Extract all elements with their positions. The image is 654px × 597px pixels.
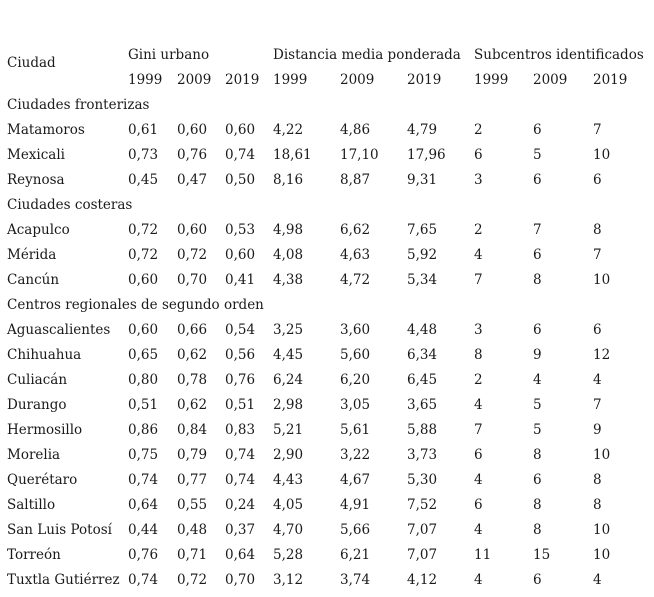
table-body bbox=[0, 93, 654, 593]
table-row bbox=[0, 518, 654, 543]
subcenters-2019: 10 bbox=[593, 447, 611, 463]
gini-2019: 0,24 bbox=[225, 497, 256, 513]
distance-2019: 5,92 bbox=[407, 247, 438, 263]
distance-2019: 7,65 bbox=[407, 222, 438, 238]
subcenters-2009: 6 bbox=[533, 322, 542, 338]
distance-2019: 5,34 bbox=[407, 272, 438, 288]
subcenters-2019: 10 bbox=[593, 522, 611, 538]
table-row bbox=[0, 143, 654, 168]
distance-2009: 5,60 bbox=[340, 347, 371, 363]
gini-1999: 0,75 bbox=[128, 447, 159, 463]
gini-2019: 0,51 bbox=[225, 397, 256, 413]
city-column-header: Ciudad bbox=[7, 55, 56, 71]
distance-2019: 7,07 bbox=[407, 547, 438, 563]
subcenters-1999: 7 bbox=[474, 422, 483, 438]
group-row bbox=[0, 293, 654, 318]
gini-header: Gini urbano bbox=[128, 47, 210, 63]
year-header: 1999 bbox=[474, 72, 509, 88]
subcenters-2019: 7 bbox=[593, 247, 602, 263]
gini-2009: 0,47 bbox=[177, 172, 208, 188]
gini-2019: 0,70 bbox=[225, 572, 256, 588]
year-header: 2009 bbox=[533, 72, 568, 88]
gini-2009: 0,71 bbox=[177, 547, 208, 563]
distance-2009: 6,20 bbox=[340, 372, 371, 388]
distance-2009: 8,87 bbox=[340, 172, 371, 188]
distance-2019: 17,96 bbox=[407, 147, 446, 163]
gini-2019: 0,74 bbox=[225, 147, 256, 163]
city-name: Durango bbox=[7, 397, 67, 413]
subcenters-2009: 7 bbox=[533, 222, 542, 238]
gini-2009: 0,66 bbox=[177, 322, 208, 338]
distance-1999: 18,61 bbox=[273, 147, 312, 163]
subcenters-2009: 6 bbox=[533, 122, 542, 138]
subcenters-2009: 8 bbox=[533, 522, 542, 538]
gini-2009: 0,62 bbox=[177, 347, 208, 363]
table-row bbox=[0, 393, 654, 418]
subcenters-1999: 4 bbox=[474, 522, 483, 538]
distance-2019: 9,31 bbox=[407, 172, 438, 188]
gini-2009: 0,48 bbox=[177, 522, 208, 538]
city-name: Querétaro bbox=[7, 472, 78, 488]
subcenters-2019: 8 bbox=[593, 222, 602, 238]
year-header: 2019 bbox=[593, 72, 628, 88]
gini-2009: 0,60 bbox=[177, 222, 208, 238]
distance-2009: 4,63 bbox=[340, 247, 371, 263]
table-row bbox=[0, 468, 654, 493]
subcenters-2019: 7 bbox=[593, 397, 602, 413]
distance-2009: 6,62 bbox=[340, 222, 371, 238]
gini-2019: 0,50 bbox=[225, 172, 256, 188]
subcenters-1999: 6 bbox=[474, 147, 483, 163]
gini-2009: 0,76 bbox=[177, 147, 208, 163]
distance-1999: 4,70 bbox=[273, 522, 304, 538]
subcenters-2009: 6 bbox=[533, 247, 542, 263]
city-name: Saltillo bbox=[7, 497, 56, 513]
subcenters-2019: 7 bbox=[593, 122, 602, 138]
subcenters-1999: 2 bbox=[474, 372, 483, 388]
subcenters-2019: 4 bbox=[593, 572, 602, 588]
gini-2019: 0,74 bbox=[225, 447, 256, 463]
gini-1999: 0,60 bbox=[128, 272, 159, 288]
table-row bbox=[0, 493, 654, 518]
subcenters-2009: 5 bbox=[533, 397, 542, 413]
gini-2019: 0,41 bbox=[225, 272, 256, 288]
gini-1999: 0,74 bbox=[128, 472, 159, 488]
gini-2009: 0,72 bbox=[177, 572, 208, 588]
distance-1999: 2,98 bbox=[273, 397, 304, 413]
gini-2019: 0,74 bbox=[225, 472, 256, 488]
gini-2009: 0,62 bbox=[177, 397, 208, 413]
subcenters-1999: 4 bbox=[474, 397, 483, 413]
gini-1999: 0,76 bbox=[128, 547, 159, 563]
subcenters-2009: 15 bbox=[533, 547, 551, 563]
group-label: Centros regionales de segundo orden bbox=[7, 297, 264, 313]
city-name: Matamoros bbox=[7, 122, 85, 138]
gini-1999: 0,72 bbox=[128, 222, 159, 238]
distance-2009: 3,05 bbox=[340, 397, 371, 413]
subcenters-2009: 9 bbox=[533, 347, 542, 363]
distance-1999: 3,25 bbox=[273, 322, 304, 338]
distance-2009: 5,61 bbox=[340, 422, 371, 438]
gini-1999: 0,73 bbox=[128, 147, 159, 163]
gini-2009: 0,79 bbox=[177, 447, 208, 463]
city-name: San Luis Potosí bbox=[7, 522, 112, 538]
gini-1999: 0,64 bbox=[128, 497, 159, 513]
gini-2019: 0,64 bbox=[225, 547, 256, 563]
subcenters-2009: 4 bbox=[533, 372, 542, 388]
distance-1999: 4,43 bbox=[273, 472, 304, 488]
city-name: Acapulco bbox=[7, 222, 70, 238]
gini-2009: 0,78 bbox=[177, 372, 208, 388]
distance-2009: 3,60 bbox=[340, 322, 371, 338]
city-name: Hermosillo bbox=[7, 422, 83, 438]
gini-2019: 0,83 bbox=[225, 422, 256, 438]
distance-1999: 5,28 bbox=[273, 547, 304, 563]
distance-2019: 4,12 bbox=[407, 572, 438, 588]
gini-2019: 0,53 bbox=[225, 222, 256, 238]
distance-1999: 5,21 bbox=[273, 422, 304, 438]
table-row bbox=[0, 443, 654, 468]
distance-1999: 3,12 bbox=[273, 572, 304, 588]
subcenters-2019: 10 bbox=[593, 272, 611, 288]
distance-2019: 3,65 bbox=[407, 397, 438, 413]
header-group-row bbox=[0, 42, 654, 68]
subcenters-1999: 4 bbox=[474, 472, 483, 488]
gini-2019: 0,56 bbox=[225, 347, 256, 363]
subcenters-2019: 4 bbox=[593, 372, 602, 388]
subcenters-1999: 2 bbox=[474, 122, 483, 138]
distance-header: Distancia media ponderada bbox=[273, 47, 461, 63]
subcenters-2009: 6 bbox=[533, 472, 542, 488]
city-name: Torreón bbox=[7, 547, 61, 563]
distance-1999: 4,05 bbox=[273, 497, 304, 513]
distance-2009: 6,21 bbox=[340, 547, 371, 563]
distance-2019: 6,45 bbox=[407, 372, 438, 388]
distance-1999: 6,24 bbox=[273, 372, 304, 388]
subcenters-1999: 6 bbox=[474, 497, 483, 513]
subcenters-2019: 12 bbox=[593, 347, 611, 363]
gini-2009: 0,84 bbox=[177, 422, 208, 438]
distance-1999: 8,16 bbox=[273, 172, 304, 188]
subcenters-1999: 4 bbox=[474, 572, 483, 588]
city-name: Morelia bbox=[7, 447, 61, 463]
distance-2019: 7,07 bbox=[407, 522, 438, 538]
year-header: 2009 bbox=[177, 72, 212, 88]
distance-2009: 3,22 bbox=[340, 447, 371, 463]
distance-2019: 3,73 bbox=[407, 447, 438, 463]
table-row bbox=[0, 268, 654, 293]
table-row bbox=[0, 418, 654, 443]
gini-2009: 0,60 bbox=[177, 122, 208, 138]
gini-2019: 0,37 bbox=[225, 522, 256, 538]
distance-1999: 4,38 bbox=[273, 272, 304, 288]
city-name: Chihuahua bbox=[7, 347, 82, 363]
subcenters-2009: 6 bbox=[533, 572, 542, 588]
data-table bbox=[0, 42, 654, 593]
distance-2019: 4,79 bbox=[407, 122, 438, 138]
distance-2009: 17,10 bbox=[340, 147, 379, 163]
group-row bbox=[0, 193, 654, 218]
subcenters-2009: 6 bbox=[533, 172, 542, 188]
subcenters-1999: 8 bbox=[474, 347, 483, 363]
distance-2019: 4,48 bbox=[407, 322, 438, 338]
subcenters-1999: 3 bbox=[474, 172, 483, 188]
city-name: Tuxtla Gutiérrez bbox=[7, 572, 120, 588]
distance-1999: 2,90 bbox=[273, 447, 304, 463]
gini-2019: 0,60 bbox=[225, 247, 256, 263]
distance-2019: 6,34 bbox=[407, 347, 438, 363]
group-label: Ciudades costeras bbox=[7, 197, 133, 213]
subcenters-1999: 2 bbox=[474, 222, 483, 238]
distance-2009: 3,74 bbox=[340, 572, 371, 588]
subcenters-1999: 6 bbox=[474, 447, 483, 463]
table-row bbox=[0, 218, 654, 243]
subcenters-2019: 8 bbox=[593, 497, 602, 513]
distance-1999: 4,45 bbox=[273, 347, 304, 363]
gini-2009: 0,77 bbox=[177, 472, 208, 488]
subcenters-2019: 10 bbox=[593, 147, 611, 163]
distance-2009: 5,66 bbox=[340, 522, 371, 538]
year-header: 2009 bbox=[340, 72, 375, 88]
subcenters-2009: 8 bbox=[533, 497, 542, 513]
city-name: Mérida bbox=[7, 247, 57, 263]
subcenters-1999: 7 bbox=[474, 272, 483, 288]
subcenters-2009: 8 bbox=[533, 447, 542, 463]
table-row bbox=[0, 343, 654, 368]
table-row bbox=[0, 543, 654, 568]
subcenters-2019: 10 bbox=[593, 547, 611, 563]
distance-2009: 4,72 bbox=[340, 272, 371, 288]
table-row bbox=[0, 118, 654, 143]
header-years-row bbox=[0, 68, 654, 93]
subcenters-1999: 11 bbox=[474, 547, 492, 563]
subcenters-2019: 8 bbox=[593, 472, 602, 488]
gini-1999: 0,60 bbox=[128, 322, 159, 338]
gini-2009: 0,55 bbox=[177, 497, 208, 513]
gini-1999: 0,74 bbox=[128, 572, 159, 588]
city-name: Culiacán bbox=[7, 372, 68, 388]
table-row bbox=[0, 568, 654, 593]
gini-2009: 0,72 bbox=[177, 247, 208, 263]
city-name: Reynosa bbox=[7, 172, 65, 188]
distance-2019: 7,52 bbox=[407, 497, 438, 513]
subcenters-2009: 5 bbox=[533, 422, 542, 438]
gini-1999: 0,51 bbox=[128, 397, 159, 413]
distance-1999: 4,22 bbox=[273, 122, 304, 138]
year-header: 1999 bbox=[128, 72, 163, 88]
year-header: 2019 bbox=[225, 72, 260, 88]
gini-2009: 0,70 bbox=[177, 272, 208, 288]
distance-2009: 4,67 bbox=[340, 472, 371, 488]
distance-2019: 5,88 bbox=[407, 422, 438, 438]
subcenters-2019: 6 bbox=[593, 322, 602, 338]
gini-1999: 0,65 bbox=[128, 347, 159, 363]
subcenters-2009: 5 bbox=[533, 147, 542, 163]
gini-1999: 0,80 bbox=[128, 372, 159, 388]
city-name: Aguascalientes bbox=[7, 322, 111, 338]
subcenters-2009: 8 bbox=[533, 272, 542, 288]
gini-1999: 0,61 bbox=[128, 122, 159, 138]
gini-1999: 0,72 bbox=[128, 247, 159, 263]
distance-1999: 4,08 bbox=[273, 247, 304, 263]
city-name: Cancún bbox=[7, 272, 60, 288]
table-row bbox=[0, 368, 654, 393]
distance-2019: 5,30 bbox=[407, 472, 438, 488]
gini-2019: 0,76 bbox=[225, 372, 256, 388]
subcenters-header: Subcentros identificados bbox=[474, 47, 644, 63]
city-name: Mexicali bbox=[7, 147, 65, 163]
table-row bbox=[0, 168, 654, 193]
distance-2009: 4,86 bbox=[340, 122, 371, 138]
subcenters-2019: 9 bbox=[593, 422, 602, 438]
group-label: Ciudades fronterizas bbox=[7, 97, 150, 113]
gini-1999: 0,44 bbox=[128, 522, 159, 538]
gini-1999: 0,86 bbox=[128, 422, 159, 438]
table-header bbox=[0, 42, 654, 93]
subcenters-1999: 3 bbox=[474, 322, 483, 338]
gini-1999: 0,45 bbox=[128, 172, 159, 188]
table-row bbox=[0, 318, 654, 343]
table-row bbox=[0, 243, 654, 268]
year-header: 2019 bbox=[407, 72, 442, 88]
gini-2019: 0,60 bbox=[225, 122, 256, 138]
subcenters-2019: 6 bbox=[593, 172, 602, 188]
gini-2019: 0,54 bbox=[225, 322, 256, 338]
group-row bbox=[0, 93, 654, 118]
distance-1999: 4,98 bbox=[273, 222, 304, 238]
subcenters-1999: 4 bbox=[474, 247, 483, 263]
distance-2009: 4,91 bbox=[340, 497, 371, 513]
year-header: 1999 bbox=[273, 72, 308, 88]
